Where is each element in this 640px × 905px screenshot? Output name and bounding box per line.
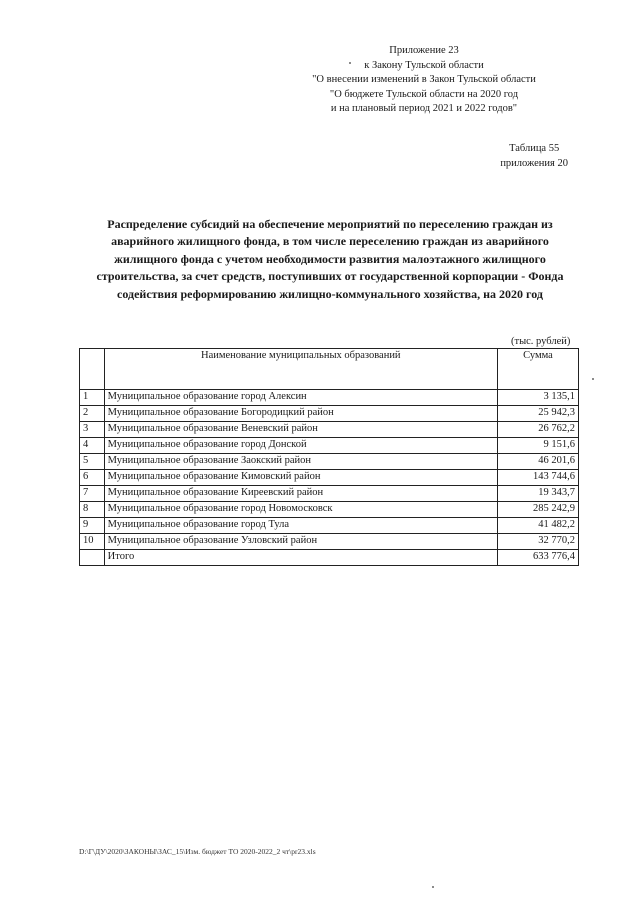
row-num: 8 — [80, 502, 105, 518]
row-name: Муниципальное образование Узловский район — [104, 534, 497, 550]
row-name: Муниципальное образование город Новомосковск — [104, 502, 497, 518]
row-num: 1 — [80, 390, 105, 406]
row-name: Муниципальное образование город Алексин — [104, 390, 497, 406]
row-num: 2 — [80, 406, 105, 422]
row-name: Муниципальное образование Богородицкий район — [104, 406, 497, 422]
row-num: 7 — [80, 486, 105, 502]
row-num: 3 — [80, 422, 105, 438]
row-name: Муниципальное образование Веневский район — [104, 422, 497, 438]
row-num: 4 — [80, 438, 105, 454]
table-row — [80, 390, 579, 406]
table-reference — [500, 142, 568, 171]
scan-speck — [349, 62, 351, 64]
scan-speck — [592, 378, 594, 380]
row-sum: 9 151,6 — [497, 438, 578, 454]
row-name: Муниципальное образование Кимовский район — [104, 470, 497, 486]
header-name: Наименование муниципальных образований — [104, 349, 497, 390]
table-total-row — [80, 550, 579, 566]
table-ref-line-2: приложения 20 — [500, 157, 568, 169]
row-name: Муниципальное образование Заокский район — [104, 454, 497, 470]
row-name: Муниципальное образование Киреевский район — [104, 486, 497, 502]
total-sum: 633 776,4 — [497, 550, 578, 566]
total-num — [80, 550, 105, 566]
table-row — [80, 470, 579, 486]
table-ref-line-1: Таблица 55 — [509, 143, 560, 154]
row-name: Муниципальное образование город Тула — [104, 518, 497, 534]
table-row — [80, 454, 579, 470]
row-sum: 285 242,9 — [497, 502, 578, 518]
units-label: (тыс. рублей) — [511, 336, 571, 347]
header-line-2: к Закону Тульской области — [364, 59, 484, 71]
header-line-5: и на плановый период 2021 и 2022 годов" — [330, 103, 518, 114]
row-sum: 3 135,1 — [497, 390, 578, 406]
document-title: Распределение субсидий на обеспечение мероприятий по переселению граждан из аварийного жилищного фонда, в том числе переселению граждан из аварийного жилищного фонда с учетом необходимости развития малоэтажного жилищного строительства, за счет средств, поступивших от государственной корпорации - Фонда содействия реформированию жилищно-коммунального хозяйства, на 2020 год — [96, 217, 564, 301]
header-num — [80, 349, 105, 390]
header-sum: Сумма — [497, 349, 578, 390]
header-line-4: "О бюджете Тульской области на 2020 год — [329, 88, 519, 100]
row-sum: 143 744,6 — [497, 470, 578, 486]
header-line-3: "О внесении изменений в Закон Тульской области — [312, 74, 536, 85]
row-sum: 19 343,7 — [497, 486, 578, 502]
row-sum: 46 201,6 — [497, 454, 578, 470]
row-num: 5 — [80, 454, 105, 470]
header-line-1: Приложение 23 — [389, 45, 459, 56]
table-row — [80, 534, 579, 550]
table-row — [80, 518, 579, 534]
row-sum: 25 942,3 — [497, 406, 578, 422]
row-num: 9 — [80, 518, 105, 534]
row-sum: 41 482,2 — [497, 518, 578, 534]
appendix-header — [274, 44, 574, 117]
row-num: 10 — [80, 534, 105, 550]
row-num: 6 — [80, 470, 105, 486]
row-sum: 26 762,2 — [497, 422, 578, 438]
row-name: Муниципальное образование город Донской — [104, 438, 497, 454]
total-label: Итого — [104, 550, 497, 566]
table-row — [80, 502, 579, 518]
table-header-row — [80, 349, 579, 390]
table-row — [80, 438, 579, 454]
table-row — [80, 422, 579, 438]
table-row — [80, 406, 579, 422]
file-path-footer: D:\Г\ДУ\2020\ЗАКОНЫ\ЗАС_15\Изм. бюджет ТО 2020-2022_2 чт\pr23.xls — [79, 847, 316, 856]
row-sum: 32 770,2 — [497, 534, 578, 550]
scan-speck — [432, 886, 434, 888]
subsidy-table — [79, 348, 579, 566]
table-row — [80, 486, 579, 502]
